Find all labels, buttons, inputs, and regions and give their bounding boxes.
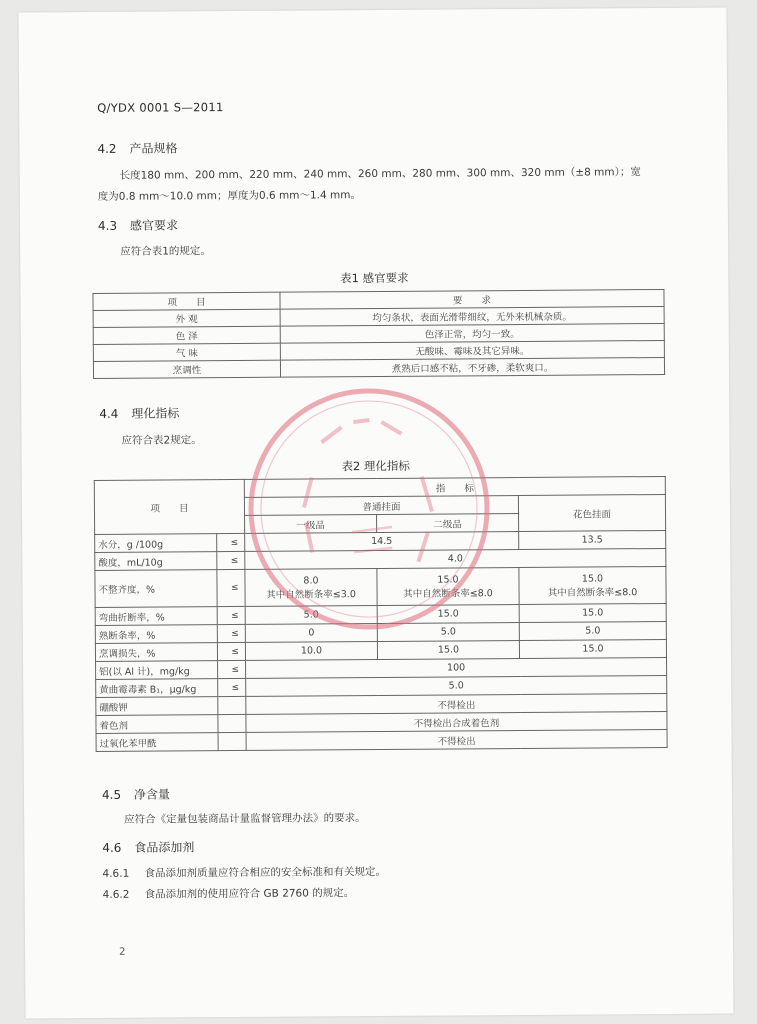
section-4-6-heading — [102, 838, 194, 856]
table-header-cell: 花色挂面 — [518, 494, 665, 531]
table-cell: 不得检出 — [246, 729, 667, 750]
table2-title: 表2 理化指标 — [341, 458, 410, 474]
table-cell: 烹调损失，% — [95, 643, 217, 662]
table-cell: 15.0 — [519, 639, 666, 658]
table-cell: 无酸味、霉味及其它异味。 — [280, 340, 664, 360]
table-cell: 不得检出合成着色剂 — [246, 711, 667, 732]
table1-title: 表1 感官要求 — [340, 270, 409, 286]
section-4-3-heading — [98, 216, 178, 234]
document-page — [18, 8, 733, 1019]
table-cell: 100 — [246, 657, 667, 678]
table-cell: 5.0 — [377, 623, 519, 642]
table-header-cell: 二级品 — [377, 514, 519, 533]
table-cell — [218, 732, 246, 750]
table-cell: 15.0 — [377, 605, 519, 624]
table-cell: 15.0 — [377, 641, 519, 660]
section-4-2-heading — [97, 139, 177, 157]
section-4-2-line2: 度为0.8 mm～10.0 mm；厚度为0.6 mm～1.4 mm。 — [97, 189, 361, 203]
section-title: 产品规格 — [129, 141, 178, 156]
section-number: 4.2 — [97, 141, 117, 156]
table-cell: ≤ — [217, 533, 245, 551]
cell-note: 其中自然断条率≤3.0 — [266, 588, 356, 601]
section-title: 净含量 — [133, 787, 171, 802]
table-header-cell: 普通挂面 — [244, 496, 518, 516]
table-cell: 过氧化苯甲酰 — [96, 733, 218, 752]
table-cell: ≤ — [217, 642, 245, 660]
table-cell: 黄曲霉毒素 B₁，μg/kg — [96, 679, 218, 698]
page-number: 2 — [119, 946, 126, 958]
table-cell: 5.0 — [519, 621, 666, 640]
table-cell: 5.0 — [246, 675, 667, 696]
table-cell: 不得检出 — [246, 693, 667, 714]
table-cell: 15.0 — [519, 603, 666, 622]
table-cell: 不整齐度，% — [95, 570, 217, 608]
table-header-cell: 一级品 — [245, 514, 377, 533]
table-cell: 水分，g /100g — [95, 534, 217, 553]
table-cell: 10.0 — [245, 641, 377, 660]
cell-note: 其中自然断条率≤8.0 — [403, 587, 493, 600]
section-4-5-heading — [102, 785, 170, 802]
table-cell: 硼酸钾 — [96, 697, 218, 716]
table-cell: 气 味 — [93, 343, 280, 361]
table-header-cell: 指 标 — [244, 476, 665, 497]
table-row — [95, 566, 666, 607]
table-cell: 酸度，mL/10g — [95, 552, 217, 571]
table-cell — [245, 568, 377, 606]
clause-text: 食品添加剂质量应符合相应的安全标准和有关规定。 — [144, 865, 387, 880]
section-4-2-line1: 长度180 mm、200 mm、220 mm、240 mm、260 mm、280 mm、300 mm、320 mm（±8 mm）；宽 — [119, 166, 641, 182]
clause-text: 食品添加剂的使用应符合 GB 2760 的规定。 — [144, 887, 355, 901]
table-cell — [218, 714, 246, 732]
table-cell: 0 — [245, 623, 377, 642]
section-4-4-text: 应符合表2规定。 — [121, 434, 202, 447]
section-number: 4.6.2 — [102, 888, 130, 901]
table-header-cell: 要 求 — [280, 289, 664, 309]
standard-code: Q/YDX 0001 S—2011 — [97, 100, 224, 115]
cell-value: 8.0 — [303, 574, 319, 587]
table-cell — [519, 566, 666, 604]
section-4-6-2 — [103, 883, 355, 906]
section-4-4-heading — [99, 404, 179, 422]
table-cell: 煮熟后口感不粘，不牙碜，柔软爽口。 — [280, 357, 664, 377]
table-header-cell: 项 目 — [93, 292, 280, 310]
table1-sensory — [92, 289, 665, 379]
table-cell: ≤ — [218, 660, 246, 678]
section-number: 4.6.1 — [102, 867, 130, 880]
table-cell: 5.0 — [245, 605, 377, 624]
table-cell: 铝(以 Al 计)，mg/kg — [96, 661, 218, 680]
table-cell: 色 泽 — [93, 326, 280, 344]
section-4-5-text: 应符合《定量包装商品计量监督管理办法》的要求。 — [124, 812, 366, 826]
cell-value: 15.0 — [581, 572, 604, 585]
table-cell — [218, 696, 246, 714]
section-title: 食品添加剂 — [134, 840, 195, 855]
table-cell: ≤ — [217, 624, 245, 642]
section-number: 4.4 — [99, 406, 119, 421]
table-cell: ≤ — [217, 569, 245, 606]
section-4-3-text: 应符合表1的规定。 — [120, 245, 211, 258]
table-cell: 13.5 — [519, 530, 666, 549]
section-title: 感官要求 — [129, 218, 179, 233]
table-cell: 弯曲折断率，% — [95, 607, 217, 626]
cell-note: 其中自然断条率≤8.0 — [547, 586, 638, 599]
table2-physicochemical — [94, 476, 668, 752]
table-cell: 色泽正常，均匀一致。 — [280, 323, 664, 343]
section-number: 4.3 — [97, 218, 118, 233]
section-number: 4.6 — [102, 840, 122, 855]
table-cell: 熟断条率，% — [95, 625, 217, 644]
table-header-cell: 项 目 — [94, 479, 244, 534]
section-4-6-1 — [102, 862, 386, 885]
table-cell: 14.5 — [245, 532, 519, 552]
table-cell: 4.0 — [245, 548, 666, 569]
table-cell: ≤ — [217, 551, 245, 569]
table-row — [93, 357, 664, 378]
table-row — [96, 729, 667, 751]
section-number: 4.5 — [101, 787, 122, 802]
table-cell: ≤ — [218, 678, 246, 696]
cell-value: 15.0 — [437, 573, 459, 586]
section-title: 理化指标 — [131, 406, 180, 421]
table-cell — [377, 568, 519, 606]
table-cell: 烹调性 — [93, 360, 280, 378]
table-cell: ≤ — [217, 606, 245, 624]
table-cell: 均匀条状，表面光滑带细纹，无外来机械杂质。 — [280, 306, 664, 326]
table-cell: 外 观 — [93, 309, 280, 327]
table-cell: 着色剂 — [96, 715, 218, 734]
